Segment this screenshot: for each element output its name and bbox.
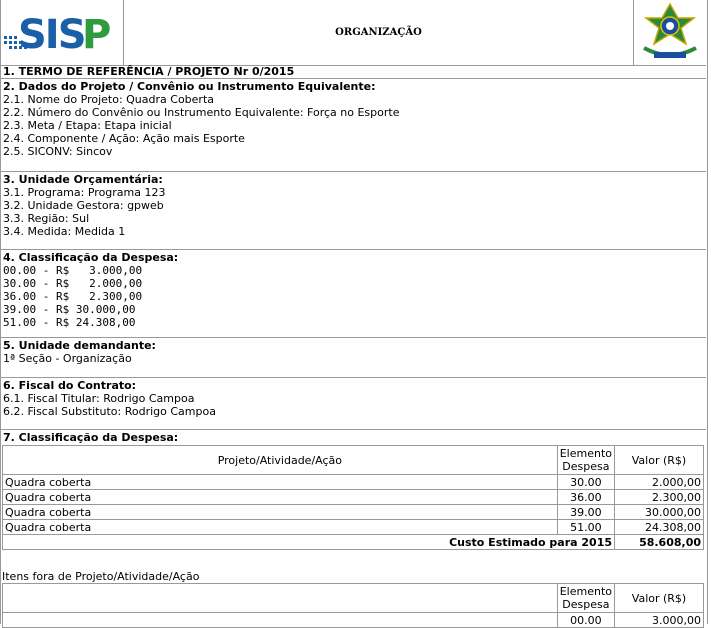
total-value: 58.608,00 — [615, 535, 704, 550]
table-row — [3, 520, 704, 535]
outside-items-title: Itens fora de Projeto/Atividade/Ação — [2, 570, 200, 583]
section-1 — [0, 65, 706, 79]
outside-row-value: 3.000,00 — [615, 613, 704, 628]
section-1-title: 1. TERMO DE REFERÊNCIA / PROJETO Nr 0/2015 — [3, 65, 295, 78]
row-value: 2.300,00 — [615, 490, 704, 505]
section-6-title: 6. Fiscal do Contrato: — [3, 379, 137, 392]
section-4 — [0, 250, 706, 338]
line-3-3: 3.3. Região: Sul — [3, 212, 90, 225]
svg-text:P: P — [82, 12, 112, 58]
line-2-2: 2.2. Número do Convênio ou Instrumento Equivalente: Força no Esporte — [3, 106, 400, 119]
row-value: 2.000,00 — [615, 475, 704, 490]
row-project: Quadra coberta — [3, 505, 558, 520]
line-3-1: 3.1. Programa: Programa 123 — [3, 186, 166, 199]
expense-line-2: 30.00 - R$ 2.000,00 — [3, 277, 143, 290]
col-value-header: Valor (R$) — [615, 446, 704, 475]
line-3-2: 3.2. Unidade Gestora: gpweb — [3, 199, 164, 212]
line-2-4: 2.4. Componente / Ação: Ação mais Esporte — [3, 132, 245, 145]
row-element: 39.00 — [557, 505, 614, 520]
section-5 — [0, 338, 706, 378]
total-label: Custo Estimado para 2015 — [3, 535, 615, 550]
row-element: 36.00 — [557, 490, 614, 505]
header — [0, 0, 706, 66]
expense-line-3: 36.00 - R$ 2.300,00 — [3, 290, 143, 303]
expense-line-1: 00.00 - R$ 3.000,00 — [3, 264, 143, 277]
outside-col-value-header: Valor (R$) — [615, 584, 704, 613]
line-6-1: 6.1. Fiscal Titular: Rodrigo Campoa — [3, 392, 195, 405]
total-row — [3, 535, 704, 550]
line-6-2: 6.2. Fiscal Substituto: Rodrigo Campoa — [3, 405, 216, 418]
col-element-header: Elemento Despesa — [557, 446, 614, 475]
section-7-title: 7. Classificação da Despesa: — [3, 431, 179, 444]
section-3 — [0, 172, 706, 250]
row-project: Quadra coberta — [3, 520, 558, 535]
table-row — [3, 505, 704, 520]
table-row — [3, 490, 704, 505]
line-2-3: 2.3. Meta / Etapa: Etapa inicial — [3, 119, 172, 132]
section-2-title: 2. Dados do Projeto / Convênio ou Instrumento Equivalente: — [3, 80, 376, 93]
section-3-title: 3. Unidade Orçamentária: — [3, 173, 163, 186]
table-row — [3, 475, 704, 490]
section-2 — [0, 79, 706, 172]
outside-row-project — [3, 613, 558, 628]
row-value: 30.000,00 — [615, 505, 704, 520]
outside-col-element-header: Elemento Despesa — [557, 584, 614, 613]
section-5-title: 5. Unidade demandante: — [3, 339, 156, 352]
line-3-4: 3.4. Medida: Medida 1 — [3, 225, 126, 238]
outside-row-element: 00.00 — [557, 613, 614, 628]
outside-col-project-header — [3, 584, 558, 613]
svg-text:SIS: SIS — [18, 12, 85, 58]
row-project: Quadra coberta — [3, 490, 558, 505]
line-2-5: 2.5. SICONV: Sincov — [3, 145, 113, 158]
line-5-1: 1ª Seção - Organização — [3, 352, 132, 365]
row-value: 24.308,00 — [615, 520, 704, 535]
page-title: ORGANIZAÇÃO — [335, 27, 422, 38]
line-2-1: 2.1. Nome do Projeto: Quadra Coberta — [3, 93, 215, 106]
sisp-logo — [0, 0, 124, 65]
section-4-title: 4. Classificação da Despesa: — [3, 251, 179, 264]
coat-of-arms-icon — [633, 0, 707, 65]
row-element: 51.00 — [557, 520, 614, 535]
col-project-header: Projeto/Atividade/Ação — [3, 446, 558, 475]
expense-line-5: 51.00 - R$ 24.308,00 — [3, 316, 136, 329]
row-element: 30.00 — [557, 475, 614, 490]
outside-items-table — [2, 583, 704, 628]
expense-table — [2, 445, 704, 550]
row-project: Quadra coberta — [3, 475, 558, 490]
expense-line-4: 39.00 - R$ 30.000,00 — [3, 303, 136, 316]
section-6 — [0, 378, 706, 430]
table-row — [3, 613, 704, 628]
